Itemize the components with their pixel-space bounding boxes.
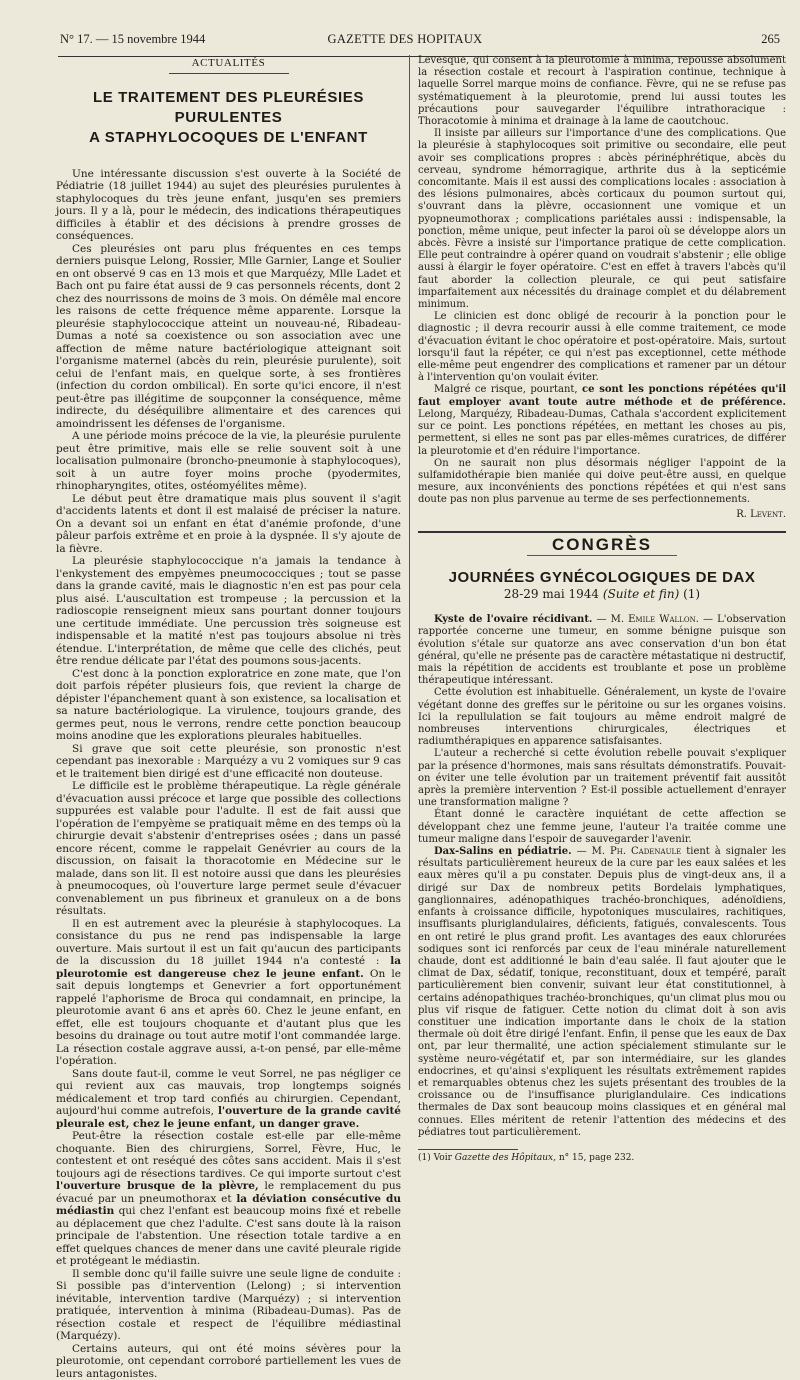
journees-date [418, 588, 786, 601]
communication-paragraph [418, 614, 786, 687]
article-paragraph [56, 1130, 401, 1268]
article-paragraph: Le difficile est le problème thérapeutique. La règle générale d'évacuation aussi précoce et large que possible des collections suppurées est valable pour l'adulte. Il est de fait aussi que l'opération de l'empyème se pratiquait même en des temps où la chirurgie devait s'abstenir d'entreprises osées ; dans un passé encore récent, comme le rappelait Genévrier au cours de la discussion, on faisait la thoracotomie en Médecine sur le malade, dans son lit. Il est notoire aussi que dans les pleurésies à pneumocoques, où l'ouverture large permet seule d'évacuer convenablement un pus fibrineux et granuleux on a de bons résultats. [56, 780, 401, 918]
text-run: n° 15, page 232. [556, 1153, 634, 1163]
footnote [418, 1153, 786, 1164]
bold-run: l'ouverture de la grande cavité pleurale est, chez le jeune enfant, un danger grave. [56, 1105, 401, 1130]
article-paragraph: Le clinicien est donc obligé de recourir à la ponction pour le diagnostic ; il devra recourir aussi à elle comme traitement, ce mode d'évacuation évitant le choc opératoire et post-opératoire. Mais, surtout lorsqu'il faut la répéter, ce qui n'est pas exceptionnel, cette méthode elle-même peut engendrer des complications et ramener par un détour à l'intervention qu'on voulait éviter. [418, 311, 786, 384]
article-paragraph: Il semble donc qu'il faille suivre une seule ligne de conduite : Si possible pas d'intervention (Lelong) ; si intervention inévitable, intervention tardive (Marquézy) ; si intervention pratiquée, intervention à minima (Ribadeau-Dumas). Pas de résection costale et respect de l'équilibre médiastinal (Marquézy). [56, 1268, 401, 1343]
text-run: le remplacement du pus évacué par un pneumothorax et [56, 1180, 401, 1205]
date-suffix: (Suite et fin) [603, 587, 679, 601]
communication-paragraph: Cette évolution est inhabituelle. Généralement, un kyste de l'ovaire végétant donne des greffes sur le péritoine ou sur les organes voisins. Ici la repullulation se fait toujours au même endroit malgré de nombreuses interventions chirurgicales, électriques et radiumthérapiques en apparence satisfaisantes. [418, 687, 786, 748]
left-column [56, 55, 401, 1380]
column-divider [409, 55, 410, 1090]
article-title-line2: A STAPHYLOCOQUES DE L'ENFANT [56, 128, 401, 148]
bold-run: la pleurotomie est dangereuse chez le jeune enfant. [56, 955, 401, 980]
article-paragraph [56, 1068, 401, 1131]
section-rule [169, 73, 289, 74]
communication-title: Kyste de l'ovaire récidivant. [434, 614, 592, 625]
article-paragraph: Il insiste par ailleurs sur l'importance d'une des complications. Que la pleurésie à staphylocoques soit primitive ou secondaire, elle peut avoir ses complications propres : abcès périnéphrétique, abcès du cerveau, syndrome hémorragique, arthrite dus à la septicémie concomitante. Mais il est aussi des complications locales : association à des lésions pulmonaires, abcès corticaux du poumon surtout qui, s'ouvrant dans la plèvre, occasionnent une vomique et un pyopneumothorax ; complications pariétales aussi : indispensable, la ponction, même unique, peut infecter la paroi où se développe alors un abcès. Fèvre a insisté sur l'importance pratique de cette complication. Elle peut contraindre à opérer quand on voudrait s'abstenir ; elle oblige aussi à élargir le foyer opératoire. C'est en effet à travers l'abcès qu'il faut aborder la collection pleurale, ce qui peut satisfaire imparfaitement aux nécessités du drainage complet et du délabrement minimum. [418, 128, 786, 311]
article-paragraph: On ne saurait non plus désormais négliger l'appoint de la sulfamidothérapie bien maniée qui doive peut-être aussi, en quelque mesure, aux inconvénients des ponctions répétées et qui n'est sans doute pas non plus parvenue au terme de ses perfectionnements. [418, 458, 786, 507]
article-paragraph: La pleurésie staphylococcique n'a jamais la tendance à l'enkystement des empyèmes pneumococciques ; tout se passe dans la grande cavité, mais le diagnostic n'en est pas pour cela plus aisé. L'auscultation est trompeuse ; la percussion et la radioscopie renseignent mieux sans pourtant donner toujours une certitude immédiate. Une percussion très soigneuse est indispensable et la matité n'est pas toujours absolue ni très étendue. L'interprétation, de même que celle des clichés, peut être rendue délicate par l'état des poumons sous-jacents. [56, 555, 401, 668]
section-label: ACTUALITÉS [56, 57, 401, 70]
communication-paragraph [418, 846, 786, 1139]
text-run: On le sait depuis longtemps et Genevrier a fort opportunément rappelé l'aphorisme de Broca qui condamnait, en principe, la pleurotomie avant 6 ans et après 60. Chez le jeune enfant, en effet, elle est toujours choquante et d'autant plus que les besoins du drainage ou tout autre motif l'ont commandée large. La résection costale aggrave aussi, a-t-on pensé, par elle-même l'opération. [56, 968, 401, 1068]
congres-rule [418, 531, 786, 533]
article-paragraph: Le début peut être dramatique mais plus souvent il s'agit d'accidents latents et dont il est malaisé de préciser la nature. On a devant soi un enfant en état d'anémie profonde, d'une pâleur parfois extrême et en proie à la dyspnée. Il s'y ajoute de la fièvre. [56, 493, 401, 556]
congres-subrule [527, 555, 677, 556]
footnote-ref[interactable]: (1) [683, 587, 700, 601]
footnote-rule [418, 1149, 518, 1150]
right-column [418, 55, 786, 1164]
page-number: 265 [761, 32, 780, 47]
bold-run: la déviation consécutive du médiastin [56, 1193, 401, 1218]
article-paragraph: C'est donc à la ponction exploratrice en zone mate, que l'on doit parfois répéter plusieurs fois, que revient la charge de dépister l'épanchement quant à son existence, sa localisation et sa nature bactériologique. La virulence, toujours grande, des germes peut, nous le verrons, rendre cette ponction beaucoup moins anodine que les explorations pleurales habituelles. [56, 668, 401, 743]
text-run: L'observation rapportée concerne une tumeur, en somme bénigne puisque son évolution s'étale sur quatorze ans avec conservation d'un bon état général, qu'elle ne présente pas de caractère métastatique ni destructif, mais la répétition de accidents est troublante et pose un problème thérapeutique intéressant. [418, 614, 786, 686]
article-paragraph [56, 918, 401, 1068]
issue-number: N° 17. — 15 novembre 1944 [60, 32, 205, 47]
italic-run: Gazette des Hôpitaux, [455, 1153, 556, 1163]
date-text: 28-29 mai 1944 [504, 587, 599, 601]
text-run: tient à signaler les résultats particulièrement heureux de la cure par les eaux salées et les eaux mères qu'il a pu constater. Depuis plus de vingt-deux ans, il a dirigé sur Dax de nombreux petits Bordelais lymphatiques, ganglionnaires, adénopathiques trachéo-bronchiques, adénoïdiens, enfants à croissance difficile, hypotoniques musculaires, rachitiques, insuffisants pluriglandulaires, déficients, fatigués, convalescents. Tous en ont retiré le plus grand profit. Les avantages des eaux chlorurées sodiques sont ici renforcés par ceux de l'eau minérale naturellement chaude, dont est additionné le bain d'eau salée. Il faut ajouter que le climat de Dax, sédatif, tonique, reconstituant, doux et tempéré, paraît particulièrement bien convenir, suivant leur état constitutionnel, à certains adénopathiques trachéo-bronchiques, qu'un climat plus mou ou plus vif risque de fatiguer. Cette notion du climat doit à son avis constituer une indication importante dans le choix de la station thermale où doit être dirigé l'enfant. Enfin, il pense que les eaux de Dax ont, par leur thermalité, une action spécialement stimulante sur le système neuro-végétatif et, par son intermédiaire, sur les glandes endocrines, et qu'ainsi s'expliquent les résultats extrêmement rapides et remarquables obtenus chez les sujets présentant des troubles de la croissance ou de l'insuffisance pluriglandulaire. Ces indications thermales de Dax sont beaucoup moins classiques et en général mal connues. Elles méritent de retenir l'attention des médecins et des pédiatres tout particulièrement. [418, 846, 786, 1138]
text-run: Sans doute faut-il, comme le veut Sorrel, ne pas négliger ce qui revient aux cas mauvais, trop longtemps soignés médicalement et trop tard confiés au chirurgien. Cependant, aujourd'hui comme autrefois, [56, 1068, 401, 1118]
article-author: R. Levent. [418, 509, 786, 521]
article-title [56, 88, 401, 148]
journees-title: JOURNÉES GYNÉCOLOGIQUES DE DAX [418, 572, 786, 585]
text-run: Il en est autrement avec la pleurésie à staphylocoques. La consistance du pus ne rend pas indispensable la large ouverture. Mais surtout il est un fait qu'aucun des participants de la discussion du 18 juillet 1944 n'a contesté : [56, 918, 401, 968]
bold-run: ce sont les ponctions répétées qu'il faut employer avant toute autre méthode et de préférence. [418, 384, 786, 407]
communication-author: — M. Ph. Cadenaule [577, 846, 682, 857]
article-paragraph: A une période moins précoce de la vie, la pleurésie purulente peut être primitive, mais elle se relie souvent soit à une localisation pulmonaire (broncho-pneumonie à staphylocoques), soit à un autre foyer moins proche (pyodermites, rhinopharyngites, otites, ostéomyélites même). [56, 430, 401, 493]
bold-run: l'ouverture brusque de la plèvre, [56, 1180, 259, 1192]
text-run: Peut-être la résection costale est-elle par elle-même choquante. Bien des chirurgiens, Sorrel, Fèvre, Huc, le contestent et ont reséqué des côtes sans accident. Mais il s'est toujours agi de résections tardives. Ce qui importe surtout c'est [56, 1130, 401, 1180]
text-run: (1) Voir [418, 1153, 455, 1163]
article-title-line1: LE TRAITEMENT DES PLEURÉSIES PURULENTES [56, 88, 401, 128]
article-paragraph: Levesque, qui consent à la pleurotomie à minima, repousse absolument la résection costale et recourt à l'aspiration continue, technique à laquelle Sorrel marque moins de confiance. Fèvre, qui ne se refuse pas systématiquement à la pleurotomie, prend lui aussi toutes les précautions pour sauvegarder l'équilibre intrathoracique : Thoracotomie à minima et drainage à la lame de caoutchouc. [418, 55, 786, 128]
article-paragraph: Ces pleurésies ont paru plus fréquentes en ces temps derniers puisque Lelong, Rossier, Mlle Garnier, Lange et Soulier en ont observé 9 cas en 13 mois et que Marquézy, Mlle Ladet et Bach ont pu faire état aussi de 9 cas personnels récents, dont 2 chez des nourrissons de moins de 3 mois. On démêle mal encore les raisons de cette fréquence même apparente. Lorsque la pleurésie staphylococcique atteint un nouveau-né, Ribadeau-Dumas a noté sa coexistence ou son association avec une affection de même nature bactériologique atteignant soit l'organisme maternel (abcès du rein, pleurésie purulente), soit celui de l'enfant mais, en quelque sorte, à ses frontières (infection du cordon ombilical). En sorte qu'ici encore, il n'est peut-être pas illégitime de soupçonner la conséquence, même indirecte, du déséquilibre alimentaire et des carences qui amoindrissent les défenses de l'organisme. [56, 243, 401, 431]
article-paragraph: Certains auteurs, qui ont été moins sévères pour la pleurotomie, ont cependant corroboré partiellement les vues de leurs antagonistes. [56, 1343, 401, 1380]
article-paragraph: Une intéressante discussion s'est ouverte à la Société de Pédiatrie (18 juillet 1944) au sujet des pleurésies purulentes à staphylocoques du très jeune enfant, jusqu'en ses premiers jours. Il y a là, pour le médecin, des indications thérapeutiques difficiles à établir et des décisions à prendre grosses de conséquences. [56, 168, 401, 243]
text-run: Lelong, Marquézy, Ribadeau-Dumas, Cathala s'accordent explicitement sur ce point. Les ponctions répétées, en mettant les choses au pis, permettent, si elles ne sont pas par elles-mêmes curatrices, de différer la pleurotomie et d'en réduire l'importance. [418, 409, 786, 457]
communication-paragraph: L'auteur a recherché si cette évolution rebelle pouvait s'expliquer par la présence d'hormones, mais sans résultats démonstratifs. Pouvait-on éviter une telle évolution par un traitement préventif fait aussitôt après la première intervention ? Est-il possible actuellement d'enrayer une transformation maligne ? [418, 748, 786, 809]
text-run: Malgré ce risque, pourtant, [434, 384, 582, 395]
communication-author: — M. Emile Wallon. — [597, 614, 713, 625]
journal-title: GAZETTE DES HOPITAUX [20, 32, 790, 47]
article-paragraph: Si grave que soit cette pleurésie, son pronostic n'est cependant pas inexorable : Marquézy a vu 2 vomiques sur 9 cas et le traitement bien dirigé est d'une efficacité non douteuse. [56, 743, 401, 781]
text-run: qui chez l'enfant est beaucoup moins fixé et rebelle au déplacement que chez l'adulte. C'est sans doute là la raison principale de l'abstention. Une résection totale tardive a en effet quelques chances de mener dans une cavité pleurale rigide et protégeant le médiastin. [56, 1205, 401, 1267]
communication-title: Dax-Salins en pédiatrie. [434, 846, 572, 857]
article-paragraph [418, 384, 786, 457]
congres-heading: CONGRÈS [418, 539, 786, 552]
page-header [20, 14, 790, 44]
communication-paragraph: Étant donné le caractère inquiétant de cette affection se développant chez une femme jeune, l'auteur l'a traitée comme une tumeur maligne dans l'espoir de sauvegarder l'avenir. [418, 809, 786, 846]
